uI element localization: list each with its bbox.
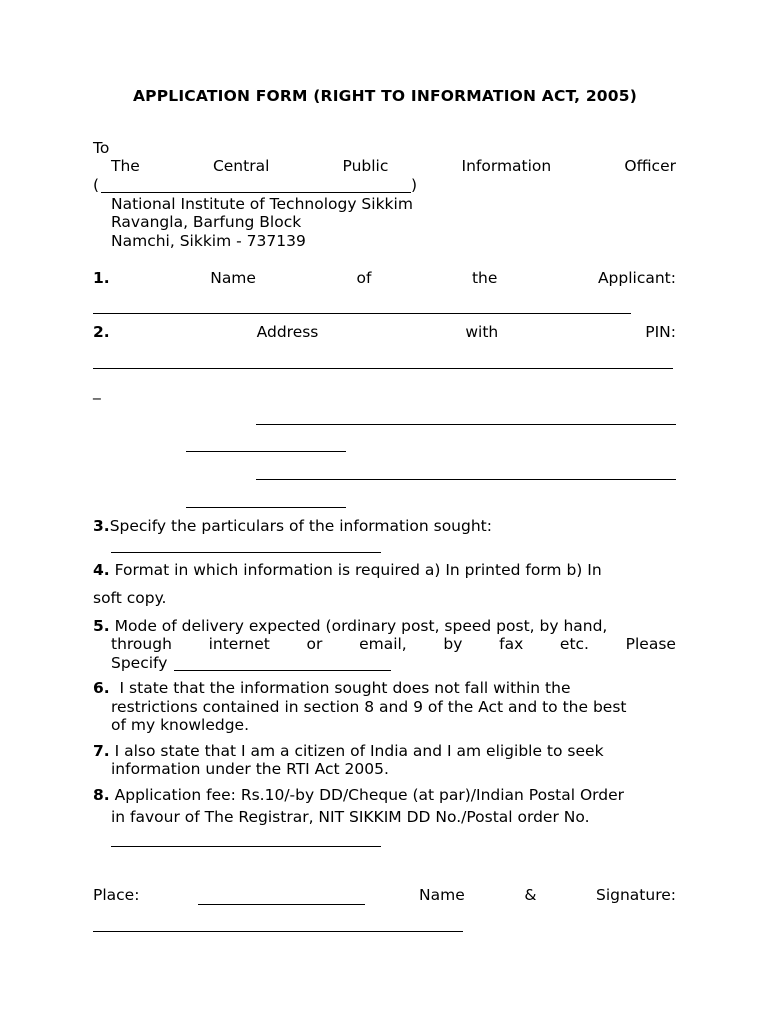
item-number: 4. xyxy=(93,561,110,579)
place-blank[interactable] xyxy=(198,904,365,905)
item-number: 7. xyxy=(93,742,110,760)
item-8-line-1 xyxy=(93,786,624,805)
item-3 xyxy=(93,517,492,536)
officer-word: Central xyxy=(212,157,270,175)
item-2 xyxy=(93,323,676,342)
item-4-line-1 xyxy=(93,561,676,580)
item-number: 8. xyxy=(93,786,110,804)
footer-word: & xyxy=(524,886,537,904)
address-blank-1[interactable] xyxy=(93,368,673,369)
item-6-line-2: restrictions contained in section 8 and 9 of the Act and to the best xyxy=(111,698,627,716)
item-word: Address xyxy=(256,323,319,341)
officer-word: The xyxy=(111,157,140,175)
institute-city: Namchi, Sikkim - 737139 xyxy=(111,232,306,250)
item-word: or xyxy=(306,635,323,653)
signature-blank[interactable] xyxy=(93,931,463,932)
item-text: I state that the information sought does not fall within the xyxy=(119,679,571,697)
item-5-line-1 xyxy=(93,617,607,636)
item-word: etc. xyxy=(559,635,589,653)
item-word: through xyxy=(111,635,172,653)
address-blank-4[interactable] xyxy=(256,479,676,480)
item-8-line-2: in favour of The Registrar, NIT SIKKIM DD No./Postal order No. xyxy=(111,808,590,826)
item-word: Applicant: xyxy=(597,269,676,287)
item-text: Mode of delivery expected (ordinary post, speed post, by hand, xyxy=(114,617,608,635)
item-number: 5. xyxy=(93,617,110,635)
item-5-line-3: Specify xyxy=(111,654,168,672)
item-6-line-3: of my knowledge. xyxy=(111,716,250,734)
applicant-name-blank[interactable] xyxy=(93,313,631,314)
officer-word: Information xyxy=(461,157,552,175)
address-blank-2[interactable] xyxy=(256,424,676,425)
item-number: 2. xyxy=(93,323,110,341)
form-title: APPLICATION FORM (RIGHT TO INFORMATION ACT, 2005) xyxy=(132,87,638,105)
item-text: Format in which information is required a) In printed form b) In xyxy=(114,561,602,579)
item-word: Name xyxy=(210,269,256,287)
item-number: 3. xyxy=(93,517,110,535)
dd-number-blank[interactable] xyxy=(111,846,381,847)
item-number: 1. xyxy=(93,269,110,287)
item-word: PIN: xyxy=(645,323,676,341)
item-word: the xyxy=(471,269,498,287)
officer-line xyxy=(111,157,676,176)
item-6-line-1 xyxy=(93,679,571,698)
name-signature-label xyxy=(419,886,676,905)
stray-dash: _ xyxy=(93,382,101,400)
item-word: internet xyxy=(208,635,270,653)
officer-word: Officer xyxy=(624,157,676,175)
item-text: I also state that I am a citizen of India and I am eligible to seek xyxy=(114,742,604,760)
item-4-line-2: soft copy. xyxy=(93,589,167,607)
pin-blank[interactable] xyxy=(186,507,346,508)
item-word: Please xyxy=(625,635,676,653)
delivery-mode-blank[interactable] xyxy=(174,670,391,671)
item-text: Application fee: Rs.10/-by DD/Cheque (at par)/Indian Postal Order xyxy=(114,786,625,804)
item-1 xyxy=(93,269,676,288)
item-word: email, xyxy=(359,635,407,653)
item-4-line-1-content xyxy=(93,561,602,580)
item-word: fax xyxy=(499,635,524,653)
officer-word: Public xyxy=(342,157,389,175)
institute-name: National Institute of Technology Sikkim xyxy=(111,195,413,213)
place-label: Place: xyxy=(93,886,140,904)
footer-word: Signature: xyxy=(595,886,676,904)
address-blank-3[interactable] xyxy=(186,451,346,452)
item-word: by xyxy=(443,635,463,653)
bracket-open: ( xyxy=(93,176,100,194)
item-7-line-2: information under the RTI Act 2005. xyxy=(111,760,389,778)
bracket-close: ) xyxy=(411,176,418,194)
item-5-line-2 xyxy=(111,635,676,654)
institute-location: Ravangla, Barfung Block xyxy=(111,213,302,231)
item-7-line-1 xyxy=(93,742,604,761)
item-text: Specify the particulars of the information sought: xyxy=(109,517,492,535)
officer-name-blank[interactable] xyxy=(101,192,411,193)
item-number: 6. xyxy=(93,679,110,697)
item-word: of xyxy=(356,269,372,287)
information-sought-blank[interactable] xyxy=(111,552,381,553)
item-word: with xyxy=(465,323,499,341)
to-label: To xyxy=(93,139,110,157)
footer-word: Name xyxy=(419,886,465,904)
